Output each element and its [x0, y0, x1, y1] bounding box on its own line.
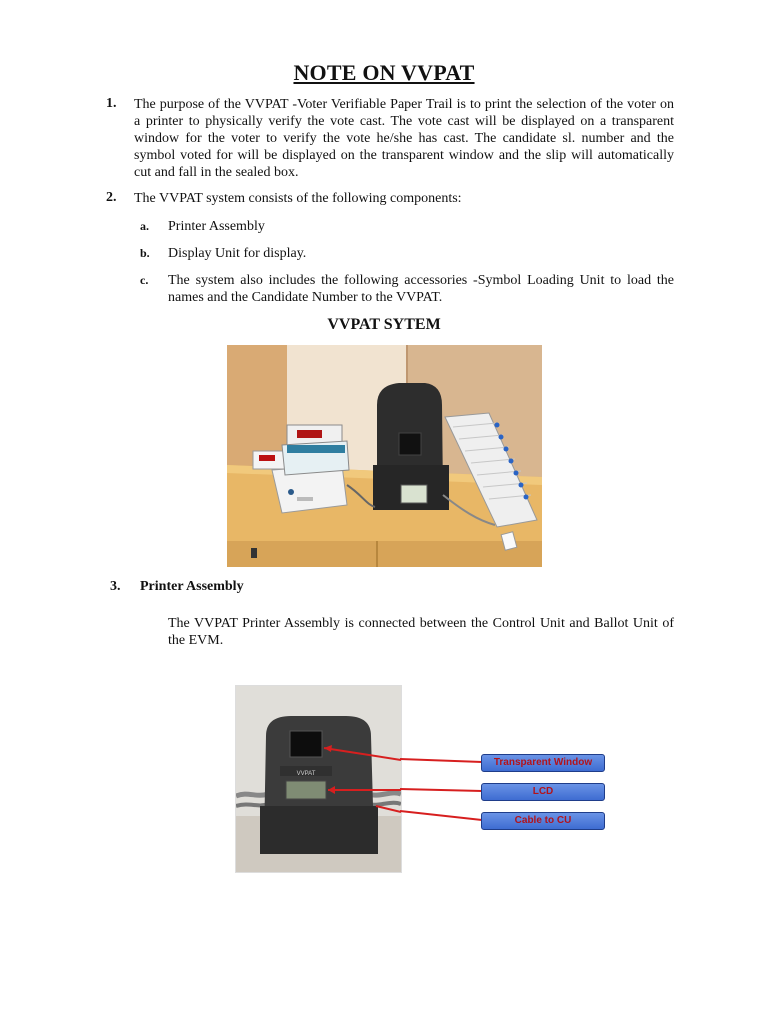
printer-assembly-illustration	[236, 686, 401, 872]
subitem-c-text: The system also includes the following accessories -Symbol Loading Unit to load the names and the Candidate Number to the VVPAT.	[168, 273, 674, 305]
item-3-text: The VVPAT Printer Assembly is connected between the Control Unit and Ballot Unit of the EVM.	[168, 616, 674, 648]
subitem-a-letter: a.	[140, 219, 149, 233]
subitem-a-text: Printer Assembly	[168, 219, 265, 234]
subitem-c-letter: c.	[140, 273, 149, 287]
section-title: VVPAT SYTEM	[327, 316, 441, 333]
vvpat-system-illustration	[227, 345, 542, 567]
item-3-heading: Printer Assembly	[140, 579, 244, 594]
item-2-text: The VVPAT system consists of the following components:	[134, 191, 462, 206]
vvpat-system-photo	[227, 345, 542, 567]
callout-cable-to-cu: Cable to CU	[481, 812, 605, 830]
item-2-number: 2.	[106, 190, 117, 205]
item-1-number: 1.	[106, 96, 117, 111]
subitem-b-letter: b.	[140, 246, 150, 260]
item-1-text: The purpose of the VVPAT -Voter Verifiable Paper Trail is to print the selection of the voter on a printer to physically verify the vote cast. The vote cast will be displayed on a transparent window for the voter to verify the vote he/she has cast. The candidate sl. number and the symbol voted for will be displayed on the transparent window and the slip will automatically cut and fall in the sealed box.	[134, 97, 674, 180]
callout-lcd: LCD	[481, 783, 605, 801]
callout-transparent-window: Transparent Window	[481, 754, 605, 772]
callout-arrows	[400, 740, 482, 830]
printer-badge: VVPAT	[296, 771, 316, 777]
document-title: NOTE ON VVPAT	[293, 60, 475, 85]
item-3-number: 3.	[110, 579, 121, 594]
subitem-b-text: Display Unit for display.	[168, 246, 307, 261]
printer-assembly-photo	[235, 685, 402, 873]
